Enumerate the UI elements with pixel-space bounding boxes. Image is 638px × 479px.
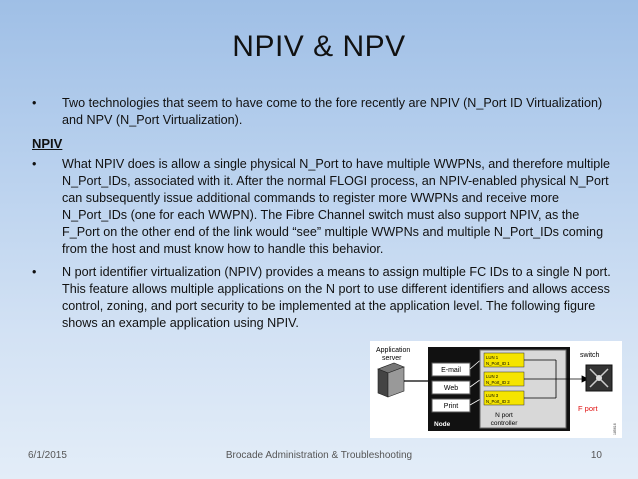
footer-date: 6/1/2015 (28, 450, 67, 461)
bullet-text: What NPIV does is allow a single physical N_Port to have multiple WWPNs, and therefore multiple N_Port_IDs, associated with it. After the normal FLOGI process, an NPIV-enabled physical N_Port can subsequently issue additional commands to register more WWPNs and receive more N_Port_IDs (one for each WWPN). The Fibre Channel switch must also support NPIV, as the F_Port on the other end of the link would “see” multiple WWPNs and multiple N_Port_IDs coming from the host and must know how to handle this behavior. (62, 157, 611, 256)
switch-label: switch (580, 352, 600, 359)
fport-label: F port (578, 404, 598, 413)
controller-label-line2: controller (490, 420, 518, 427)
lun-3-line2: N_Port_ID 3 (486, 399, 510, 404)
bullet-intro (32, 95, 612, 129)
bullet-marker: • (32, 157, 37, 171)
bullet-marker: • (32, 265, 37, 279)
app-email-label: E-mail (441, 367, 461, 374)
app-web-label: Web (443, 385, 459, 392)
lun-3-line1: LUN 3 (486, 393, 499, 398)
bullet-marker: • (32, 96, 37, 110)
node-label: Node (434, 421, 451, 428)
server-label-line2: server (382, 355, 402, 362)
figure-id: 185616 (613, 423, 617, 435)
lun-2-line2: N_Port_ID 2 (486, 380, 510, 385)
lun-1-line1: LUN 1 (486, 355, 499, 360)
section-heading-npiv: NPIV (32, 136, 63, 151)
footer-page-number: 10 (590, 450, 602, 461)
controller-label-line1: N port (495, 412, 513, 419)
app-print-label: Print (443, 403, 459, 410)
bullet-text: N port identifier virtualization (NPIV) provides a means to assign multiple FC IDs to a single N port. This feature allows multiple applications on the N port to use different identifiers and allows access control, zoning, and port security to be implemented at the application level. The following figure shows an example application using NPIV. (62, 265, 611, 330)
slide-body (32, 95, 612, 332)
switch-icon (586, 365, 612, 391)
server-icon (378, 363, 404, 397)
server-label-line1: Application (376, 347, 411, 354)
bullet-text: Two technologies that seem to have come to the fore recently are NPIV (N_Port ID Virtualization) and NPV (N_Port Virtualization). (62, 96, 603, 127)
bullet-npiv-definition (32, 156, 612, 258)
npiv-diagram (370, 341, 622, 438)
slide-title: NPIV & NPV (232, 30, 406, 63)
npiv-figure (370, 341, 622, 438)
bullet-npiv-feature (32, 264, 612, 332)
lun-2-line1: LUN 2 (486, 374, 499, 379)
footer-title: Brocade Administration & Troubleshooting (225, 450, 413, 461)
lun-1-line2: N_Port_ID 1 (486, 361, 510, 366)
